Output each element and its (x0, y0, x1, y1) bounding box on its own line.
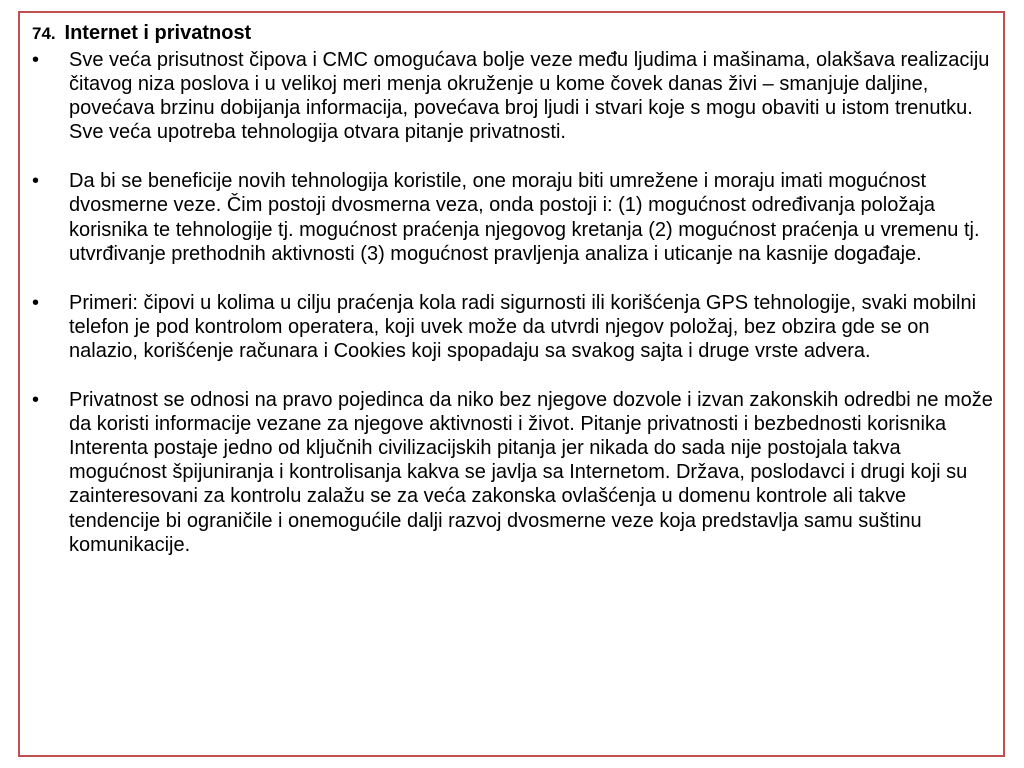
bullet-icon: • (32, 389, 40, 412)
bullet-text: Privatnost se odnosi na pravo pojedinca da niko bez njegove dozvole i izvan zakonskih odredbi ne može da koristi informacije vezane za njegove aktivnosti i život. Pitanje privatnosti i bezbednosti korisnika Interenta postaje jedno od ključnih civilizacijskih pitanja jer nikada do sada nije postojala takva mogućnost špijuniranja i kontrolisanja kakva se javlja sa Internetom. Država, poslodavci i drugi koji su zainteresovani za kontrolu zalažu se za veća zakonska ovlašćenja u domenu kontrole ali takve tendencije bi ograničile i onemogućile dalji razvoj dvosmerne veze koja predstavlja samu suštinu komunikacije. (69, 389, 993, 556)
slide-title (32, 15, 1000, 47)
bullet-text: Sve veća prisutnost čipova i CMC omogućava bolje veze među ljudima i mašinama, olakšava realizaciju čitavog niza poslova i u velikoj meri menja okruženje u kome čovek danas živi – smanjuje daljine, povećava brzinu dobijanja informacija, povećava broj ljudi i stvari koje s mogu obaviti u istom trenutku. Sve veća upotreba tehnologija otvara pitanje privatnosti. (69, 49, 990, 144)
slide-content (32, 15, 1000, 557)
slide-number: 74. (32, 24, 56, 43)
slide-title-text: Internet i privatnost (64, 22, 252, 44)
bullet-text: Primeri: čipovi u kolima u cilju praćenja kola radi sigurnosti ili korišćenja GPS tehnologije, svaki mobilni telefon je pod kontrolom operatera, koji uvek može da utvrdi njegov položaj, bez obzira gde se on nalazio, korišćenje računara i Cookies koji spopadaju sa svakog sajta i druge vrste advera. (69, 291, 977, 362)
bullet-icon: • (32, 49, 40, 71)
bullet-text: Da bi se beneficije novih tehnologija koristile, one moraju biti umrežene i moraju imati mogućnost dvosmerne veze. Čim postoji dvosmerna veza, onda postoji i: (1) mogućnost određivanja položaja korisnika te tehnologije tj. mogućnost praćenja njegovog kretanja (2) mogućnost praćenja u vremenu tj. utvrđivanje prethodnih aktivnosti (3) mogućnost pravljenja analiza i uticanje na kasnije događaje. (69, 170, 980, 265)
bullet-item (32, 388, 1000, 557)
bullet-item (32, 48, 1000, 144)
bullet-icon: • (32, 170, 40, 193)
bullet-item (32, 291, 1000, 363)
bullet-list (32, 48, 1000, 557)
bullet-icon: • (32, 291, 40, 314)
bullet-item (32, 169, 1000, 265)
